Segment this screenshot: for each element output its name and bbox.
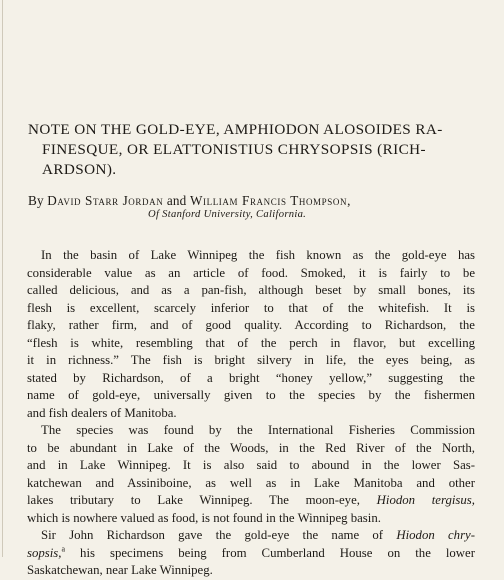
text-line [27, 492, 475, 510]
text-line: to be abundant in Lake of the Woods, in the Red River of the North, [27, 440, 475, 455]
paragraph [27, 527, 475, 580]
text-line: katchewan and Assiniboine, as well as in Lake Manitoba and other [27, 475, 475, 490]
text-line: The species was found by the International Fisheries Commission [41, 423, 475, 437]
text-run: his specimens being from Cumberland House on the lower [80, 545, 475, 560]
text-line: and fish dealers of Manitoba. [27, 405, 177, 420]
text-line: In the basin of Lake Winnipeg the fish known as the gold-eye has [41, 248, 475, 262]
byline-by: By [28, 193, 44, 208]
text-line: name of gold-eye, universally given to the species by the fishermen [27, 388, 475, 402]
text-line: flaky, rather firm, and of good quality. According to Richardson, the [27, 318, 475, 332]
text-line: called delicious, and as a pan-fish, although beset by small bones, its [27, 283, 475, 297]
title-line: NOTE ON THE GOLD-EYE, AMPHIODON ALOSOIDES RA- [28, 121, 443, 138]
text-line [27, 527, 475, 545]
text-line: and in Lake Winnipeg. It is also said to abound in the lower Sas- [27, 458, 475, 472]
paragraph [27, 422, 475, 527]
text-line: flesh is excellent, scarcely inferior to that of the whitefish. It is [27, 300, 475, 315]
text-line: stated by Richardson, of a bright “honey yellow,” suggesting the [27, 370, 475, 385]
author-name: William Francis Thompson, [189, 193, 351, 208]
byline-and: and [166, 193, 187, 208]
article-body [27, 247, 475, 580]
byline [28, 193, 488, 209]
species-name: Hiodon tergisus, [376, 493, 475, 507]
text-line: it in richness.” The fish is bright silvery in life, the eyes being, as [27, 353, 475, 367]
author-name: David Starr Jordan [47, 193, 164, 208]
text-line: which is nowhere valued as food, is not found in the Winnipeg basin. [27, 510, 381, 525]
author-affiliation: Of Stanford University, California. [148, 209, 307, 220]
text-line [27, 545, 475, 563]
footnote-marker: a [61, 544, 66, 554]
text-run: lakes tributary to Lake Winnipeg. The moon-eye, [27, 493, 360, 507]
species-name: Hiodon chry- [396, 528, 475, 542]
text-line: Saskatchewan, near Lake Winnipeg. [27, 563, 213, 577]
article-title [28, 120, 488, 180]
text-line: considerable value as an article of food. Smoked, it is fairly to be [27, 265, 475, 280]
title-line: ARDSON). [42, 161, 117, 178]
species-name: sopsis, [27, 545, 62, 560]
text-line: “flesh is white, resembling that of the perch in flavor, but excelling [27, 335, 475, 350]
title-line: FINESQUE, OR ELATTONISTIUS CHRYSOPSIS (RICH- [42, 141, 426, 158]
page-edge-line [2, 0, 3, 557]
paragraph [27, 247, 475, 422]
text-run: Sir John Richardson gave the gold-eye the name of [41, 528, 384, 542]
